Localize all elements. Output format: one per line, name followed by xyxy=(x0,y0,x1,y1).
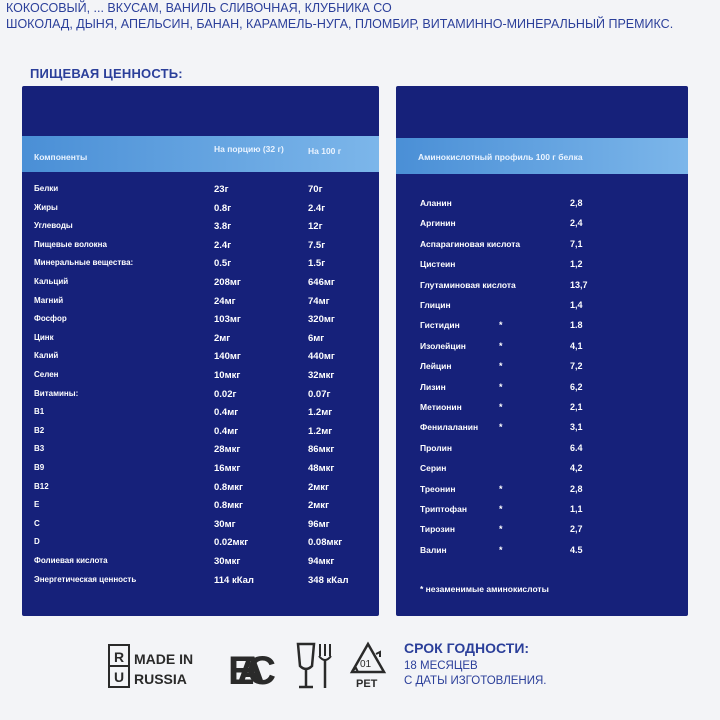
amino-row xyxy=(396,320,688,336)
shelf-life-line: С ДАТЫ ИЗГОТОВЛЕНИЯ. xyxy=(404,675,547,687)
nutrient-name: B12 xyxy=(34,481,49,491)
amino-value: 4.5 xyxy=(570,544,583,555)
header-per-100g: На 100 г xyxy=(308,146,342,156)
per-portion-value: 0.8мкг xyxy=(214,500,243,512)
amino-row xyxy=(396,422,688,438)
ingredients-line: КОКОСОВЫЙ, ... ВКУСАМ, ВАНИЛЬ СЛИВОЧНАЯ, КЛУБНИКА СО xyxy=(6,1,392,15)
nutrient-name: Фолиевая кислота xyxy=(34,556,108,565)
per-100g-value: 2мкг xyxy=(308,481,330,493)
amino-row xyxy=(396,402,688,418)
nutrient-name: Минеральные вещества: xyxy=(34,258,134,268)
nutrition-panel xyxy=(22,86,379,616)
per-portion-value: 23г xyxy=(214,184,229,195)
per-100g-value: 440мг xyxy=(308,351,335,363)
amino-name: Глицин xyxy=(420,300,451,310)
nutrient-name: Витамины: xyxy=(34,388,79,398)
per-100g-value: 1.5г xyxy=(308,258,326,270)
per-portion-value: 10мкг xyxy=(214,370,241,381)
per-portion-value: 114 кКал xyxy=(214,574,254,586)
nutrient-name: Фосфор xyxy=(34,314,67,324)
per-portion-value: 30мкг xyxy=(214,556,241,567)
per-portion-value: 0.02мкг xyxy=(214,537,249,549)
nutrient-name: Пищевые волокна xyxy=(34,239,107,249)
nutrient-name: Энергетическая ценность xyxy=(34,574,137,584)
amino-value: 4,2 xyxy=(570,463,583,474)
amino-panel xyxy=(396,86,688,616)
shelf-life-block xyxy=(404,640,546,689)
per-portion-value: 0.4мг xyxy=(214,407,239,419)
amino-value: 4,1 xyxy=(570,340,583,351)
amino-name: Метионин xyxy=(420,402,462,412)
nutrition-row xyxy=(22,240,379,256)
amino-header xyxy=(396,138,688,174)
nutrient-name: B2 xyxy=(34,425,45,435)
essential-marker: * xyxy=(499,483,503,494)
amino-name: Лизин xyxy=(420,381,446,392)
amino-value: 6.4 xyxy=(570,442,583,453)
nutrition-row xyxy=(22,537,379,553)
essential-marker: * xyxy=(499,340,503,351)
amino-row xyxy=(396,504,688,520)
amino-name: Аланин xyxy=(420,198,452,208)
per-100g-value: 1.2мг xyxy=(308,407,333,419)
russia-text: RUSSIA xyxy=(134,671,187,687)
per-100g-value: 48мкг xyxy=(308,463,335,474)
per-100g-value: 348 кКал xyxy=(308,574,349,586)
nutrition-row xyxy=(22,407,379,423)
amino-name: Глутаминовая кислота xyxy=(420,279,516,290)
amino-row xyxy=(396,545,688,561)
header-per-portion: На порцию (32 г) xyxy=(214,144,284,154)
recycle-badge xyxy=(346,640,390,694)
nutrition-row xyxy=(22,333,379,349)
food-safe-badge xyxy=(294,640,338,692)
per-portion-value: 16мкг xyxy=(214,463,241,474)
amino-row xyxy=(396,300,688,316)
essential-marker: * xyxy=(499,381,503,392)
amino-value: 3,1 xyxy=(570,422,583,433)
svg-text:U: U xyxy=(114,669,125,685)
amino-name: Валин xyxy=(420,544,447,555)
amino-footnote: * незаменимые аминокислоты xyxy=(420,584,549,594)
per-100g-value: 96мг xyxy=(308,518,330,530)
per-portion-value: 0.8мкг xyxy=(214,481,243,493)
amino-value: 2,4 xyxy=(570,218,583,229)
amino-header-label: Аминокислотный профиль 100 г белка xyxy=(418,152,583,162)
per-100g-value: 1.2мг xyxy=(308,425,333,437)
amino-value: 7,1 xyxy=(570,238,583,249)
amino-value: 2,8 xyxy=(570,483,583,494)
nutrition-row xyxy=(22,575,379,591)
nutrient-name: Углеводы xyxy=(34,221,73,231)
per-100g-value: 32мкг xyxy=(308,370,335,381)
nutrient-name: Калий xyxy=(34,351,59,361)
per-100g-value: 320мг xyxy=(308,314,335,326)
nutrient-name: B3 xyxy=(34,444,45,454)
nutrition-header xyxy=(22,136,379,172)
per-portion-value: 0.5г xyxy=(214,258,232,270)
amino-row xyxy=(396,361,688,377)
nutrient-name: Цинк xyxy=(34,332,54,342)
amino-name: Фенилаланин xyxy=(420,422,479,433)
per-portion-value: 0.8г xyxy=(214,202,232,214)
amino-name: Изолейцин xyxy=(420,340,466,351)
per-100g-value: 70г xyxy=(308,184,323,195)
made-in-russia-badge xyxy=(108,642,208,690)
per-portion-value: 30мг xyxy=(214,518,236,530)
nutrition-row xyxy=(22,444,379,460)
nutrition-row xyxy=(22,277,379,293)
nutrient-name: Кальций xyxy=(34,277,69,286)
essential-marker: * xyxy=(499,524,503,535)
per-100g-value: 7.5г xyxy=(308,239,326,251)
nutrient-name: D xyxy=(34,537,40,547)
per-portion-value: 0.4мг xyxy=(214,425,239,437)
nutrition-row xyxy=(22,351,379,367)
glass-fork-icon xyxy=(294,640,338,692)
recycle-label: PET xyxy=(356,678,378,690)
nutrient-name: Белки xyxy=(34,184,59,193)
essential-marker: * xyxy=(499,504,503,514)
amino-value: 1,2 xyxy=(570,259,583,270)
recycle-icon xyxy=(346,640,390,694)
amino-value: 13,7 xyxy=(570,279,588,290)
nutrition-row xyxy=(22,519,379,535)
per-portion-value: 140мг xyxy=(214,351,241,363)
amino-value: 1,1 xyxy=(570,504,583,514)
essential-marker: * xyxy=(499,422,503,433)
per-portion-value: 28мкг xyxy=(214,444,241,456)
nutrient-name: Жиры xyxy=(34,202,58,212)
amino-row xyxy=(396,218,688,234)
amino-row xyxy=(396,280,688,296)
nutrition-row xyxy=(22,221,379,237)
nutrition-row xyxy=(22,296,379,312)
nutrition-row xyxy=(22,203,379,219)
eac-icon xyxy=(228,644,278,690)
per-portion-value: 208мг xyxy=(214,277,241,288)
nutrition-row xyxy=(22,389,379,405)
amino-name: Цистеин xyxy=(420,259,456,270)
nutrient-name: E xyxy=(34,500,40,510)
per-100g-value: 12г xyxy=(308,221,323,233)
amino-value: 2,1 xyxy=(570,402,583,412)
per-100g-value: 94мкг xyxy=(308,556,335,567)
per-portion-value: 0.02г xyxy=(214,388,237,400)
nutrition-title: ПИЩЕВАЯ ЦЕННОСТЬ: xyxy=(30,66,183,81)
per-100g-value: 0.07г xyxy=(308,388,331,400)
per-100g-value: 2мкг xyxy=(308,500,330,512)
amino-row xyxy=(396,341,688,357)
amino-name: Гистидин xyxy=(420,320,460,331)
nutrition-row xyxy=(22,184,379,200)
amino-row xyxy=(396,463,688,479)
per-100g-value: 6мг xyxy=(308,332,325,344)
amino-row xyxy=(396,198,688,214)
amino-name: Серин xyxy=(420,463,447,474)
amino-name: Аргинин xyxy=(420,218,456,229)
per-100g-value: 86мкг xyxy=(308,444,335,456)
amino-name: Треонин xyxy=(420,483,456,494)
ingredients-text xyxy=(6,0,716,32)
eac-text: EAC xyxy=(228,649,276,690)
amino-value: 2,7 xyxy=(570,524,583,535)
ingredients-line: ШОКОЛАД, ДЫНЯ, АПЕЛЬСИН, БАНАН, КАРАМЕЛЬ-НУГА, ПЛОМБИР, ВИТАМИННО-МИНЕРАЛЬНЫЙ ПРЕМИКС. xyxy=(6,17,674,31)
per-100g-value: 2.4г xyxy=(308,202,326,214)
per-portion-value: 2.4г xyxy=(214,239,232,251)
amino-row xyxy=(396,443,688,459)
shelf-life-title: СРОК ГОДНОСТИ: xyxy=(404,640,530,656)
recycle-number: 01 xyxy=(360,659,372,670)
amino-row xyxy=(396,484,688,500)
nutrient-name: B9 xyxy=(34,463,45,472)
nutrient-name: Селен xyxy=(34,370,59,379)
per-portion-value: 24мг xyxy=(214,295,236,307)
amino-value: 1,4 xyxy=(570,300,583,310)
nutrient-name: C xyxy=(34,518,40,528)
amino-row xyxy=(396,382,688,398)
essential-marker: * xyxy=(499,361,503,372)
nutrition-row xyxy=(22,258,379,274)
amino-name: Триптофан xyxy=(420,504,467,514)
per-100g-value: 74мг xyxy=(308,295,330,307)
amino-row xyxy=(396,524,688,540)
nutrition-row xyxy=(22,370,379,386)
amino-name: Аспарагиновая кислота xyxy=(420,238,521,249)
amino-row xyxy=(396,259,688,275)
essential-marker: * xyxy=(499,320,503,331)
amino-name: Пролин xyxy=(420,442,453,453)
per-100g-value: 0.08мкг xyxy=(308,537,343,549)
eac-badge xyxy=(228,644,278,690)
amino-value: 2,8 xyxy=(570,198,583,208)
amino-value: 1.8 xyxy=(570,320,583,331)
nutrition-row xyxy=(22,482,379,498)
essential-marker: * xyxy=(499,544,503,555)
header-components: Компоненты xyxy=(34,152,88,162)
amino-value: 7,2 xyxy=(570,361,583,372)
amino-name: Лейцин xyxy=(420,361,452,372)
shelf-life-line: 18 МЕСЯЦЕВ xyxy=(404,660,478,672)
nutrient-name: B1 xyxy=(34,407,45,417)
per-portion-value: 3.8г xyxy=(214,221,232,233)
per-portion-value: 103мг xyxy=(214,314,241,326)
nutrition-row xyxy=(22,500,379,516)
nutrition-row xyxy=(22,426,379,442)
made-in-russia-icon xyxy=(108,642,208,690)
per-100g-value: 646мг xyxy=(308,277,335,288)
amino-row xyxy=(396,239,688,255)
per-portion-value: 2мг xyxy=(214,332,231,344)
nutrition-row xyxy=(22,463,379,479)
made-in-text: MADE IN xyxy=(134,651,194,667)
nutrition-row xyxy=(22,314,379,330)
nutrition-row xyxy=(22,556,379,572)
nutrient-name: Магний xyxy=(34,295,64,305)
essential-marker: * xyxy=(499,402,503,412)
amino-value: 6,2 xyxy=(570,381,583,392)
amino-name: Тирозин xyxy=(420,524,455,535)
svg-text:R: R xyxy=(114,649,125,665)
